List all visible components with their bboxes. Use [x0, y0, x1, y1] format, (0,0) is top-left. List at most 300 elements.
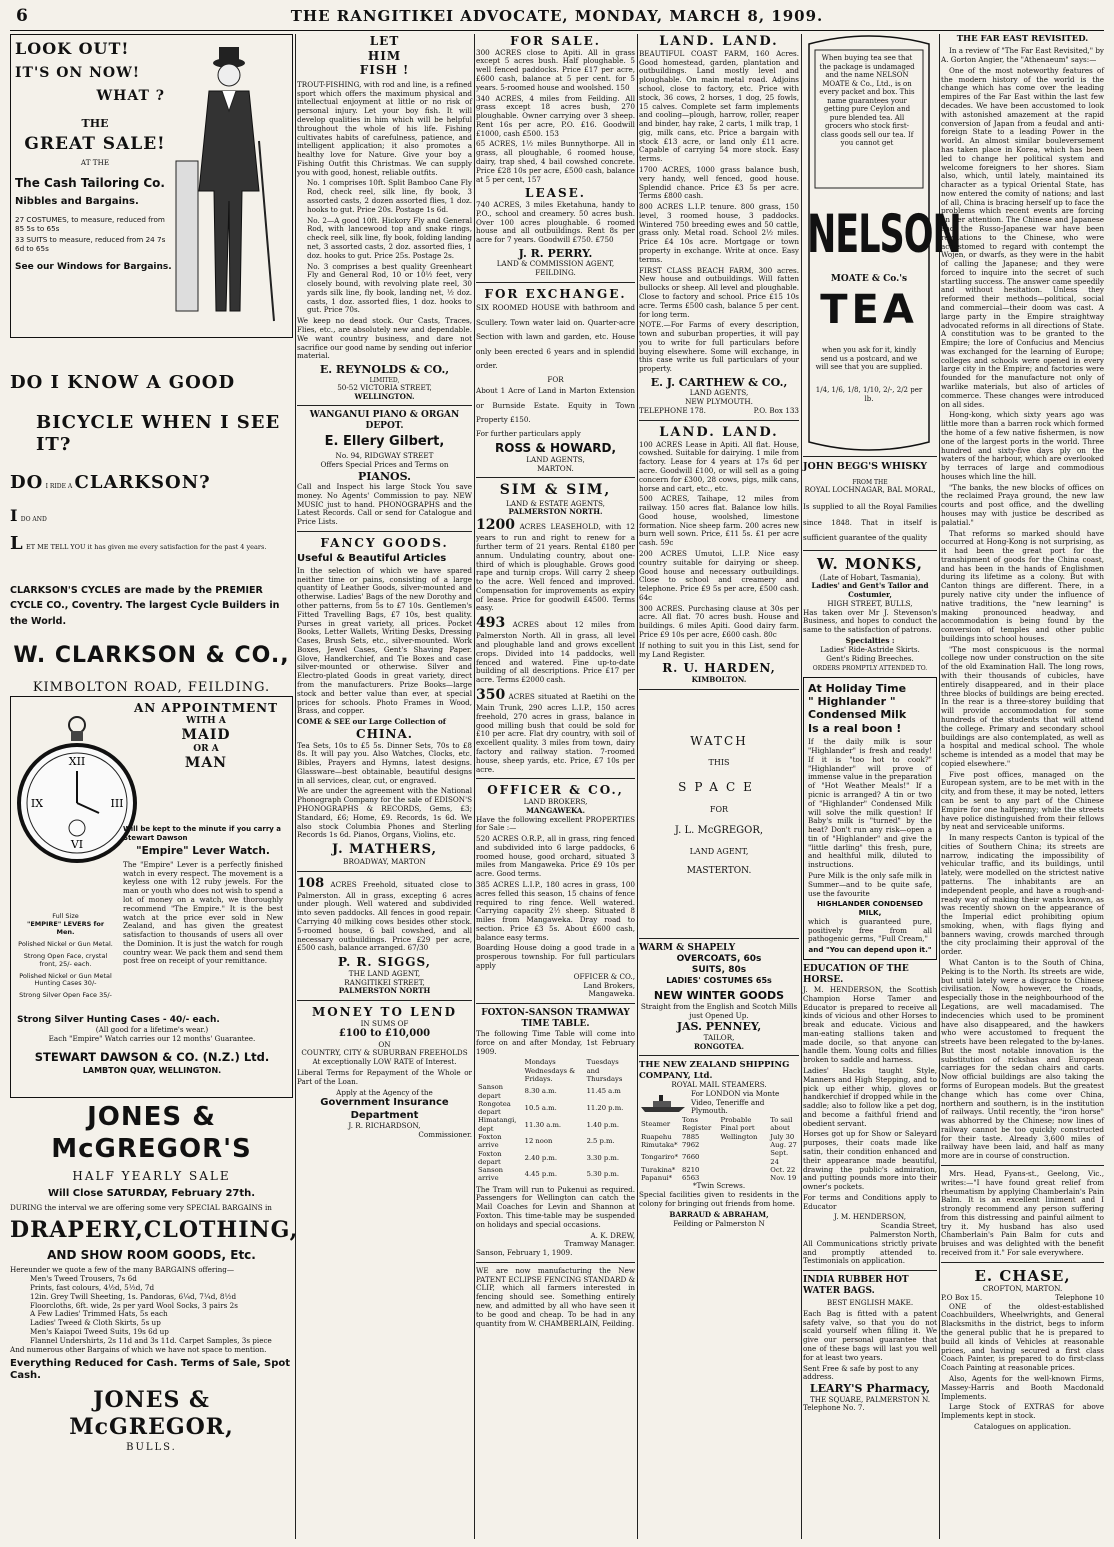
carthew-listing: BEAUTIFUL COAST FARM, 160 Acres. Good homestead, garden, plantation and outbuildings. Land mostly level and ploughable. On main metal road. Adjoins school, close to factory, etc. Price with stock, 36 cows, 2 horses, 1 dog, 25 fowls, 15 calves. Complete set farm implements and cooling—plough, harrow, roller, reaper and binder, hay rake, 2 carts, 1 milk trap, 1 gig, milk cans, etc. Price a bargain with stock £13 acre, or land only £11 acre. Capable of carrying 54 more stock. Easy terms.	[639, 48, 799, 164]
exchange-for: FOR	[547, 374, 564, 384]
stewart-dawson-ad	[10, 696, 293, 1098]
exchange-text: About 1 Acre of Land in Marton Extension or Burnside Estate. Equity in Town Property £150.	[476, 386, 635, 425]
tramway-heading: FOXTON-SANSON TRAMWAY TIME TABLE.	[481, 1008, 630, 1030]
steamer-icon	[639, 1093, 687, 1113]
table-cell: 5.30 p.m.	[586, 1170, 619, 1179]
clarkson-word: CLARKSON?	[74, 471, 211, 493]
officer-line-1: LAND BROKERS,	[523, 796, 588, 806]
harden-listing: 300 ACRES. Purchasing clause at 30s per acre. All flat. 70 acres bush. House and buildings. 6 miles Apiti. Good dairy farm. Price £9 10s per acre, £600 cash. 80c	[639, 603, 799, 639]
mathers-firm: J. MATHERS,	[331, 842, 438, 858]
table-cell: Papanui*	[641, 1174, 673, 1183]
fish-line: FISH !	[359, 63, 410, 78]
route-text: For LONDON via Monte Video, Teneriffe and Plymouth.	[691, 1088, 780, 1116]
begg-lochnagar: ROYAL LOCHNAGAR, BAL MORAL,	[804, 484, 936, 494]
chase-body: ONE of the oldest-established Coachbuilders, Wheelwrights, and General Blacksmiths in the district, begs to inform the general public that he is prepared to build all kinds of Vehicles at reasonable prices, and having secured a first class Coach Painter, is prepared to do first-class Coach Painting at reasonable prices.	[941, 1301, 1104, 1373]
ross-line-1: LAND AGENTS,	[526, 454, 585, 464]
for-exchange-heading: FOR EXCHANGE.	[484, 286, 627, 301]
pain-balm-testimonial: Mrs. Head, Fyans-st., Geelong, Vic., writes:—"I have found great relief from rheumatism by applying Chamberlain's Pain Balm. It is an excellent liniment and I strongly recommend any person suffering from this distressing and painful ailment to try it. My husband has also used Chamberlain's Pain Balm for cuts and bruises and was delighted with the benefit received from it." For sale everywhere.	[941, 1169, 1104, 1258]
table-row	[639, 1141, 799, 1149]
outfit-no-3: No. 3 comprises a best quality Greenheart Fly and General Rod, 10 or 10½ feet, very closely bound, with revolving plate reel, 30 yards silk line, fly book, landing net, ½ doz. casts, 1 doz. assorted flies, 1 doz. hooks to gut. Price 70s.	[307, 261, 472, 315]
table-cell: Himatangi, dept	[478, 1116, 517, 1133]
horse-sig-3: Palmerston North,	[869, 1230, 937, 1240]
reynolds-city: WELLINGTON.	[354, 391, 415, 401]
sim-listing-text: ACRES LEASEHOLD, with 12 years to run and right to renew for a further term of 21 years. Rental £180 per annum. Undulating country, about one-third of which is ploughable. Grows good rape and turnip crops. Will carry 2 sheep to the acre. Well fenced and improved. Compensation for improvements as expiry of lease. Price for goodwill £4500. Terms easy.	[476, 522, 635, 613]
divider	[803, 1270, 937, 1271]
divider	[639, 938, 799, 939]
monks-body: Has taken over Mr J. Stevenson's Business, and hopes to conduct the same to the satisfaction of patrons.	[803, 607, 937, 635]
fancy-goods-heading: FANCY GOODS.	[320, 536, 449, 551]
carthew-telephone: TELEPHONE 178.	[639, 405, 706, 415]
monks-tailor-ad	[803, 555, 937, 672]
divider	[476, 778, 635, 779]
column-3	[476, 34, 635, 1539]
far-east-paragraph: "The most conspicuous is the normal college now under construction on the site of the old Examination Hall. The long rows, with their thousands of cubicles, have entirely disappeared, and in their place three blocks of buildings are being erected. In the rear is a three-storey building that will provide accommodation for some hundreds of the students that will attend the college. Primary and secondary school buildings are also contemplated, as well as a hospital and medical school. The whole scheme is intended as a model that may be copied elsewhere."	[941, 644, 1104, 768]
for-sale-heading: FOR SALE.	[510, 34, 601, 48]
monks-orders: ORDERS PROMPTLY ATTENDED TO.	[812, 665, 928, 673]
divider	[297, 405, 472, 406]
harden-land-ad	[639, 425, 799, 685]
rubber-heading: INDIA RUBBER HOT WATER BAGS.	[803, 1275, 909, 1297]
money-amount: £100 to £10,000	[338, 1028, 431, 1040]
exchange-apply: For further particulars apply	[476, 428, 581, 438]
land-land-heading: LAND. LAND.	[659, 34, 779, 49]
column-rule	[801, 34, 802, 1539]
chase-po-box: P.O Box 15.	[941, 1292, 983, 1302]
useful-articles: Useful & Beautiful Articles	[297, 552, 447, 564]
divider	[476, 282, 635, 283]
rubber-body: Each Bag is fitted with a patent safety valve, so that you do not scald yourself when filling it. We give our personal guarantee that one of these bags will last you well for at least two years.	[803, 1308, 937, 1362]
tea-postcard: when you ask for it, kindly send us a postcard, and we will see that you are supplied.	[815, 346, 923, 372]
officer-sig-1: OFFICER & CO.,	[573, 971, 635, 981]
penney-town: RONGOTEA.	[693, 1041, 745, 1051]
harden-firm: R. U. HARDEN,	[662, 661, 776, 676]
table-cell: 4.45 p.m.	[524, 1170, 558, 1179]
clarkson-line-2: BICYCLE WHEN I SEE IT?	[36, 411, 281, 455]
sim-and-sim-ad	[476, 482, 635, 774]
far-east-heading: THE FAR EAST REVISITED.	[956, 34, 1089, 44]
table-cell: Turakina*	[641, 1165, 676, 1174]
highlander-head-4: Is a real boon !	[808, 721, 902, 735]
column-rule	[295, 34, 296, 1539]
money-line: Apply at the Agency of the	[336, 1087, 433, 1097]
great-sale-line: GREAT SALE!	[24, 134, 166, 155]
mcgregor-name: J. L. McGREGOR,	[674, 824, 764, 836]
land-land-heading: LAND. LAND.	[659, 424, 779, 440]
tea-notice: When buying tea see that the package is undamaged and the name NELSON MOATE & Co., Ltd., is on every packet and box. This name guarantees your getting pure Ceylon and pure blended tea. All grocers who stock first-class goods sell our tea. If you cannot get	[819, 54, 915, 148]
lifetime-line: (All good for a lifetime's wear.)	[95, 1024, 209, 1034]
highlander-milk-ad	[803, 677, 937, 960]
table-cell	[719, 1166, 769, 1174]
perry-line-2: FEILDING.	[535, 268, 576, 278]
highlander-head-1: At Holiday Time	[808, 681, 907, 695]
siggs-line-1: THE LAND AGENT,	[348, 968, 421, 978]
ross-line-2: MARTON.	[537, 463, 574, 473]
jones-signature: JONES & McGREGOR,	[69, 1386, 234, 1440]
svg-text:III: III	[110, 797, 124, 810]
silver-hunting-line: Strong Silver Hunting Cases - 40/- each.	[17, 1015, 220, 1025]
chase-body-2: Also, Agents for the well-known Firms, Massey-Harris and Booth Macdonald Implements.	[941, 1373, 1104, 1401]
with-a-line: WITH A	[186, 715, 226, 726]
horse-body: Horses got up for Show or Saleyard purposes, their coats made like satin, their condition enhanced and their appearance made beautiful, drawing the public's admiration, and putting pounds more into their owner's pockets.	[803, 1129, 937, 1192]
column-header: Steamer	[641, 1120, 671, 1129]
penney-firm: JAS. PENNEY,	[676, 1020, 762, 1034]
table-cell: 8.30 a.m.	[524, 1087, 557, 1096]
money-line: At exceptionally LOW RATE of Interest.	[312, 1057, 457, 1067]
officer-listing: Boarding House doing a good trade in a prosperous township. For full particulars apply	[476, 943, 635, 970]
table-row	[639, 1149, 799, 1166]
table-cell: Foxton arrive	[478, 1132, 502, 1150]
clarkson-cycles-ad	[10, 342, 293, 695]
will-close-line: Will Close SATURDAY, February 27th.	[47, 1188, 256, 1200]
far-east-paragraph: Hong-kong, which sixty years ago was little more than a barren rock which formed the home of a few native fishermen, is now one of the largest ports in the world. Three hundred and sixty-five days ply on the waters of the harbour, which are overlooked by terraces of large and commodious houses which line the hill.	[941, 410, 1104, 481]
divider	[639, 420, 799, 421]
table-cell: 12 noon	[524, 1137, 553, 1146]
highlander-brand: HIGHLANDER CONDENSED MILK,	[816, 899, 924, 918]
side-note-3: Polished Nickel or Gun Metal Hunting Cases 30/-	[19, 971, 112, 988]
perry-listing: 340 ACRES, 4 miles from Feilding. All grass except 18 acres bush, 270 ploughable. Owner carrying over 3 sheep. Rent 16s per acre, P.O. £16. Goodwill £1000, cash £500. 153	[476, 93, 635, 138]
siggs-body: ACRES Freehold, situated close to Palmerston. All in grass, excepting 6 acres under plough. Well watered and subdivided into seven paddocks. All fences in good repair. Carrying 40 milking cows besides other stock. 5-roomed house, 6 bail cowshed, and all necessary outbuildings. Price £29 per acre, £500 cash, balance arranged.	[297, 879, 472, 953]
table-row	[639, 1166, 799, 1174]
column-header: Tons Register	[682, 1116, 712, 1133]
masterton-town: MASTERTON.	[686, 866, 752, 877]
chase-heading: E. CHASE,	[974, 1266, 1071, 1285]
table-cell: Sanson depart	[478, 1083, 504, 1100]
outfit-no-1: No. 1 comprises 10ft. Split Bamboo Cane Fly Rod, check reel, silk line, fly book, 3 assorted casts, 2 dozen assorted flies, 1 doz. hooks to gut. Price 20s. Postage 1s 6d.	[307, 178, 472, 214]
half-yearly-sale: HALF YEARLY SALE	[72, 1169, 231, 1184]
masthead	[10, 4, 1104, 30]
perry-firm: J. R. PERRY.	[518, 246, 593, 260]
carthew-po-box: P.O. Box 133	[753, 405, 799, 415]
i-ride-word: I RIDE A	[45, 482, 73, 490]
clarkson-line-5	[10, 533, 293, 555]
twin-screws-note: *Twin Screws.	[692, 1181, 746, 1191]
far-east-paragraph: Five post offices, managed on the European system, are to be met with in the city, and from these, it may be noted, letters can be sent to any part of the Chinese Empire for one halfpenny; while the streets have police distinguished from their fellows by neat and serviceable uniforms.	[941, 769, 1104, 832]
come-see-line: COME & SEE our Large Collection of	[297, 717, 446, 727]
column-rule	[474, 34, 475, 1539]
page-number: 6	[16, 6, 28, 26]
money-to-lend-ad	[297, 1005, 472, 1139]
column-header: To sail about	[770, 1116, 793, 1133]
watch-description: The "Empire" Lever is a perfectly finished watch in every respect. The movement is a keyless one with 12 ruby jewels. For the man or youth who does not wish to spend a lot of money on a watch, we thoroughly recommend "The Empire." It is the best watch at the price ever sold in New Zealand, and has given the greatest satisfaction to thousands of users all over the Dominion. It is just the watch for rough country wear. We pack them and send them post free on receipt of your remittance.	[123, 859, 283, 966]
money-line: COUNTRY, CITY & SUBURBAN FREEHOLDS	[301, 1048, 468, 1058]
exchange-text: SIX ROOMED HOUSE with bathroom and Scullery. Town water laid on. Quarter-acre Section with lawn and garden, etc. House only been erected 6 years and in splendid order.	[476, 303, 635, 371]
sim-acreage: 1200	[476, 517, 515, 534]
sim-line-2: PALMERSTON NORTH.	[508, 507, 603, 517]
table-cell: 7885	[682, 1132, 700, 1141]
for-word: FOR	[709, 804, 729, 814]
clarkson-line-3	[10, 472, 293, 494]
siggs-ref: 67/30	[407, 943, 429, 953]
monks-line-2: Ladies' and Gent's Tailor and Costumier,	[811, 581, 929, 600]
firm-name: The Cash Tailoring Co.	[15, 175, 165, 190]
bargain-item: Ladies' Tweed & Cloth Skirts, 5s up	[30, 1318, 161, 1328]
horse-body: For terms and Conditions apply to Educator	[803, 1192, 937, 1211]
fishing-intro: TROUT-FISHING, with rod and line, is a refined sport which offers the maximum physical and intellectual enjoyment at little or no risk of personal injury. Let your boy fish. It will develop qualities in him which will be helpful throughout the whole of his life. Fishing cultivates habits of carefulness, patience, and intelligent application; it also promotes a healthy love for Nature. Give your boy a Fishing Outfit this Christmas. We can supply you with good, honest, reliable outfits.	[297, 79, 472, 177]
testimonial-text: ET ME TELL YOU it has given me every satisfaction for the past 4 years.	[25, 543, 267, 552]
shipping-route-row	[639, 1090, 799, 1116]
monks-line-3: HIGH STREET, BULLS,	[827, 598, 913, 608]
monks-line-4: Ladies' Ride-Astride Skirts.	[820, 644, 920, 654]
table-header-row	[639, 1116, 799, 1133]
carthew-listing: 800 ACRES L.I.P. tenure. 800 grass, 150 level, 3 roomed house, 3 paddocks. Wintered 750 breeding ewes and 50 cattle, grass only. Metal road. School 2½ miles. Price £4 10s acre. Mortgage or town property in exchange. Write at once. Easy terms.	[639, 202, 799, 264]
overcoats-line: OVERCOATS, 60s	[676, 953, 762, 964]
gilbert-offer: Offers Special Prices and Terms on	[320, 459, 449, 469]
column-6	[941, 34, 1104, 1539]
bargain-item: Flannel Undershirts, 2s 11d and 3s 11d. Carpet Samples, 3s piece	[30, 1335, 272, 1345]
carthew-listing: 1700 ACRES, 1000 grass balance bush, very handy, well fenced, good house. Splendid chance. Price £3 5s per acre. Terms £800 cash.	[639, 165, 799, 201]
perry-listing: 65 ACRES, 1½ miles Bunnythorpe. All in grass, all ploughable, 6 roomed house, dairy, trap shed, 4 bail cowshed concrete. Price £28 10s per acre, £500 cash, balance at 5 per cent, 157	[476, 139, 635, 184]
officer-intro: Have the following excellent PROPERTIES for Sale :—	[476, 814, 635, 833]
space-word: SPACE	[678, 780, 760, 795]
stewart-firm: STEWART DAWSON & CO. (N.Z.) Ltd.	[34, 1049, 270, 1064]
horse-sig-2: Scandia Street,	[880, 1221, 937, 1231]
divider	[476, 477, 635, 478]
shipping-agent-town: Feilding or Palmerston N	[673, 1218, 765, 1228]
mathers-address: BROADWAY, MARTON	[343, 857, 426, 866]
harden-listing: 500 ACRES, Taihape, 12 miles from railway. 150 acres flat. Balance low hills. Good house, woolshed, limestone formation. Nice sheep farm. 200 acres new burn well sown. Price, £11 5s. £1 per acre cash. 59c	[639, 494, 799, 548]
table-cell	[719, 1149, 769, 1166]
reynolds-firm: E. REYNOLDS & CO.,	[319, 363, 450, 377]
table-cell	[719, 1141, 769, 1149]
mathers-body: In the selection of which we have spared neither time or pains, consisting of a large quantity of Leather Goods, silver-mounted and otherwise. Ladies' Bags of the new Dorothy and other patterns, from 5s to £7 10s. Gentlemen's Fitted Travelling Bags, £7 10s, best quality. Purses in great variety, all prices. Pocket Books, Letter Wallets, Writing Desks, Dressing Cases, Brush Sets, etc., silver-mounted. Work Boxes, Jewel Cases, Gent's Shaving Paper. Glove, Handkerchief, and Tie Boxes and case silver-mounted or otherwise. Silver and Electro-plated Goods in great variety, direct from the manufacturers. Prize Books—large stock and better value than ever, at special prices for schools. Photo Frames in Wood, Brass, and copper.	[297, 565, 472, 716]
table-cell: Wellington	[720, 1132, 758, 1141]
chamberlain-fencing-ad	[476, 1267, 635, 1328]
tramway-note: The Tram will run to Pukenui as required. Passengers for Wellington can catch the Mail Coaches for Levin and Shannon at Foxton. This time-table may be suspended on holidays and special occasions.	[476, 1184, 635, 1229]
straight-from-line: Straight from the English and Scotch Mills just Opened Up.	[640, 1001, 798, 1020]
rubber-post: Sent Free & safe by post to any address.	[803, 1363, 919, 1382]
clarkson-line-4	[10, 506, 293, 526]
gilbert-heading: WANGANUI PIANO & ORGAN DEPOT.	[309, 410, 460, 432]
masthead-rule	[10, 30, 1104, 31]
divider	[297, 1000, 472, 1001]
table-cell: 11.20 p.m.	[586, 1103, 624, 1112]
man-line: MAN	[184, 754, 228, 771]
far-east-paragraph: In many respects Canton is typical of the cities of Southern China; its streets are narrow, indicating the impossibility of vehicular traffic, and its buildings, until lately, were modelled on the strictest native patterns. The inhabitants are an independent people, and have a rough-and-ready way of making their wants known, as was recently shown on the appearance of the Imperial edict prohibiting opium smoking, when, with flags flying and banners waving, crowds marched through the city proclaiming their approval of the order.	[941, 833, 1104, 957]
highlander-tail: which is guaranteed pure, positively free from all pathogenic germs, "Full Cream,"	[808, 916, 932, 944]
table-row	[476, 1133, 635, 1150]
full-size-label: Full Size	[52, 912, 79, 920]
highlander-head-2: " Highlander "	[808, 695, 896, 709]
officer-heading: OFFICER & CO.,	[487, 783, 624, 798]
monks-heading: W. MONKS,	[817, 555, 923, 574]
table-cell: 11.45 a.m	[586, 1087, 621, 1096]
officer-line-2: MANGAWEKA.	[525, 805, 586, 815]
chase-line-1: CROFTON, MARTON.	[982, 1284, 1063, 1294]
facilities-note: Special facilities given to residents in the colony for bringing out friends from home.	[639, 1190, 799, 1208]
gilbert-address: No. 94, RIDGWAY STREET	[335, 451, 434, 461]
divider	[639, 1055, 799, 1056]
him-line: HIM	[367, 48, 402, 63]
divider	[476, 1003, 635, 1004]
money-line: ON	[378, 1039, 391, 1049]
mathers-phonograph-body: We are under the agreement with the National Phonograph Company for the sale of EDISON'S PHONOGRAPHS & RECORDS, Gems, £3; Standard, £6; Home, £9. Records, 1s 6d. We also stock Columbia Phones and Sterling Records 1s 6d. Pianos, Organs, Violins, etc.	[297, 786, 472, 840]
monks-line-1: (Late of Hobart, Tasmania),	[819, 572, 921, 582]
guarantee-line: Each "Empire" Watch carries our 12 months' Guarantee.	[48, 1033, 256, 1043]
gentleman-illustration	[174, 41, 284, 331]
clarkson-line-1: DO I KNOW A GOOD	[10, 372, 236, 393]
reynolds-limited: LIMITED,	[369, 376, 400, 384]
carthew-line-1: LAND AGENTS,	[689, 388, 749, 398]
column-5	[803, 34, 961, 1539]
begg-body: Is supplied to all the Royal Families since 1848. That in itself is sufficient guarantee of the quality	[803, 501, 937, 543]
column-4	[639, 34, 799, 1539]
far-east-paragraph: "The banks, the new blocks of offices on the reclaimed Praya ground, the new law courts and post office, and the dwelling houses may with justice be described as palatial."	[941, 482, 1104, 527]
horse-body: Ladies' Hacks taught Style, Manners and High Stepping, and to pick up either whip, gloves or handkerchief if dropped while in the saddle; also to follow like a pet dog, and become a faithful friend and obedient servant.	[803, 1065, 937, 1128]
stewart-address: LAMBTON QUAY, WELLINGTON.	[82, 1065, 222, 1075]
officer-ad	[476, 783, 635, 999]
table-row	[476, 1150, 635, 1167]
table-cell: July 30	[770, 1132, 795, 1141]
empire-levers-label: "EMPIRE" LEVERS for Men.	[26, 919, 105, 936]
clothing-word: CLOTHING,	[143, 1217, 299, 1244]
column-2	[297, 34, 472, 1539]
harden-town: KIMBOLTON.	[691, 674, 747, 684]
divider	[803, 456, 937, 457]
bargain-item: A Few Ladies' Trimmed Hats, 5s each	[30, 1309, 168, 1319]
siggs-acreage: 108	[297, 875, 325, 891]
lease-heading: LEASE.	[525, 186, 586, 201]
highlander-body-2: Pure Milk is the only safe milk in Summer—and to be quite safe, use the favourite	[808, 870, 932, 898]
jones-title: JONES & McGREGOR'S	[51, 1102, 252, 1164]
svg-text:VI: VI	[70, 838, 84, 851]
horse-sig-1: J. M. HENDERSON,	[834, 1212, 906, 1222]
tramway-timetable-ad	[476, 1008, 635, 1258]
far-east-paragraph: In a review of "The Far East Revisited," by A. Gorton Angier, the "Athenaeum" says:—	[941, 46, 1104, 65]
gilbert-name: E. Ellery Gilbert,	[324, 434, 445, 450]
tramway-sig-3: Sanson, February 1, 1909.	[476, 1248, 573, 1258]
gilbert-body: Call and Inspect his large Stock You save money. No Agents' Commission to pay. NEW MUSIC just to hand. PHONOGRAPHS and the Latest Records. Call or send for Catalogue and Price Lists.	[297, 482, 472, 527]
column-header: Mondays Wednesdays & Fridays.	[524, 1058, 576, 1083]
reynolds-address: 50-52 VICTORIA STREET,	[337, 382, 432, 392]
chamberlain-body: WE are now manufacturing the New PATENT ECLIPSE FENCING STANDARD & CLIP, which all farmers interested in fencing should see. Something entirely new, and admitted by all who have seen it to be good and cheap. To be had in any quantity from W. CHAMBERLAIN, Feilding.	[476, 1265, 635, 1328]
kept-line: Will be kept to the minute if you carry a Stewart Dawson	[123, 825, 282, 842]
costumes-line: LADIES' COSTUMES 65s	[666, 975, 772, 985]
table-cell: Sept. 24	[770, 1149, 789, 1166]
clarkson-firm: W. CLARKSON & CO.,	[13, 642, 290, 668]
mathers-fancy-goods-ad	[297, 536, 472, 867]
nelson-brand: NELSON	[807, 205, 961, 266]
lease-listing: 740 ACRES, 3 miles Eketahuna, handy to P.O., school and creamery. 50 acres bush. Over 100 acres ploughable. 6 roomed house and all outbuildings. Rent 8s per acre for 7 years. Goodwill £750. £750	[476, 199, 635, 245]
highlander-body: If the daily milk is sour "Highlander" is fresh and ready! If it is "too hot to cook?" "Highlander" will prove of immense value in the preparation of "Hot Weather Meals!" If a picnic is arranged? A tin or two of "Highlander" Condensed Milk will solve the milk question! If Baby's milk is "turned" by the heat? Don't run any risk—open a tin of "Highlander" and give the "little darling" this fresh, pure, and healthful milk, diluted to instructions.	[808, 737, 932, 870]
table-cell: Foxton depart	[478, 1149, 502, 1166]
table-cell: Oct. 22	[770, 1165, 796, 1174]
bargain-item: Prints, fast colours, 4½d, 5½d, 7d	[30, 1283, 155, 1293]
table-cell: 8210	[682, 1165, 700, 1174]
sim-acreage: 493	[476, 615, 506, 632]
divider	[941, 1262, 1104, 1263]
harden-listing: 200 ACRES Umutoi, L.I.P. Nice easy country suitable for dairying or sheep. Good house and necessary outbuildings. Close to school and creamery and telephone. Price £9 5s per acre, £500 cash. 64c	[639, 548, 799, 602]
offer-1: 27 COSTUMES, to measure, reduced from 85 5s to 65s	[15, 215, 165, 234]
sim-acreage: 350	[476, 686, 506, 703]
horse-heading: EDUCATION OF THE HORSE.	[803, 964, 909, 985]
svg-text:XII: XII	[68, 755, 86, 768]
divider	[639, 689, 799, 690]
jones-mcgregor-ad	[10, 1102, 299, 1542]
horse-tail: All Communications strictly private and promptly attended to. Testimonials on application.	[803, 1238, 937, 1266]
horse-education-ad	[803, 964, 937, 1266]
perry-line-1: LAND & COMMISSION AGENT,	[496, 259, 615, 269]
drapery-clothing-line	[10, 1217, 299, 1244]
mathers-china-body: Tea Sets, 10s to £5 5s. Dinner Sets, 70s to £8 8s. It will pay you. Also Watches, Clocks, etc. Bibles, Prayers and Hymns, latest designs. Glassware—best obtainable, beautiful designs in all services, clear, cut, or engraved.	[297, 740, 472, 785]
bargain-item: Men's Tweed Trousers, 7s 6d	[30, 1274, 137, 1284]
table-cell: 11.30 a.m.	[524, 1120, 562, 1129]
warm-shapely: WARM & SHAPELY	[639, 942, 736, 953]
table-cell: 1.40 p.m.	[586, 1120, 619, 1129]
bulls-town: BULLS.	[126, 1442, 177, 1454]
look-out-line: LOOK OUT!	[15, 39, 130, 58]
siggs-firm: P. R. SIGGS,	[338, 955, 431, 970]
officer-sig-3: Mangaweka.	[588, 989, 635, 999]
pianos-word: PIANOS.	[358, 469, 411, 483]
watch-this-space-ad	[639, 694, 799, 934]
tea-prices: 1/4, 1/6, 1/8, 1/10, 2/-, 2/2 per lb.	[815, 386, 923, 403]
table-cell: 3.30 p.m.	[586, 1153, 619, 1162]
table-row	[476, 1083, 635, 1100]
royal-mail-line: ROYAL MAIL STEAMERS.	[671, 1080, 767, 1090]
table-cell: 6563	[682, 1174, 700, 1183]
bargains-lead: Hereunder we quote a few of the many BARGAINS offering—	[10, 1265, 235, 1275]
table-cell: Rongotea depart	[478, 1099, 511, 1117]
penney-trade: TAILOR,	[703, 1032, 735, 1042]
leary-address: THE SQUARE, PALMERSTON N.	[809, 1394, 931, 1404]
clarkson-body: CLARKSON'S CYCLES are made by the PREMIER CYCLE CO., Coventry. The largest Cycle Builders in the World.	[10, 585, 280, 627]
bargain-item: Men's Kaiapoi Tweed Suits, 19s 6d up	[30, 1326, 169, 1336]
money-line: Liberal Terms for Repayment of the Whole or Part of the Loan.	[297, 1068, 472, 1086]
side-note-2: Strong Open Face, crystal front, 25/- each.	[23, 951, 108, 968]
table-header-row	[476, 1058, 635, 1083]
let-line: LET	[369, 34, 400, 48]
watch-word: WATCH	[690, 733, 748, 748]
monks-line-5: Gent's Riding Breeches.	[826, 653, 914, 663]
moate-line: MOATE & Co.'s	[830, 274, 908, 284]
table-cell: Ruapehu	[641, 1132, 672, 1141]
terms-line: Everything Reduced for Cash. Terms of Sale, Spot Cash.	[10, 1358, 291, 1382]
side-note-4: Strong Silver Open Face 35/-	[19, 991, 112, 1000]
land-agent-title: LAND AGENT,	[689, 846, 749, 856]
fishing-tail: We keep no dead stock. Our Casts, Traces, Flies, etc., are absolutely new and dependable. We want country business, and dare not sacrifice our good name by sending out inferior material.	[297, 316, 472, 361]
perry-listing: 300 ACRES close to Apiti. All in grass except 5 acres bush. Half ploughable. 5 well fenced paddocks. Price £17 per acre, £600 cash, balance at 5 per cent. for 5 years. 5-roomed house and woolshed. 150	[476, 47, 635, 92]
far-east-paragraph: One of the most noteworthy features of the modern history of the world is the change which has come over the leading empires of the Far East within the last few decades. We have been accustomed to look with astonished amazement at the rapid conversion of Japan from a feudal and anti-foreign State to a leading Power in the world. An almost similar bouleversement has taken place in Korea, which has been led to change her political system and welcome foreigners to her shores. Siam also, which, until lately, maintained its character as a typical Oriental State, has now entered the comity of nations; and last of all, China is bracing herself up to face the problems which recent events are forcing on her attention. The Chinese and Japanese and the Russo-Japanese war have been revelations to the Chinese, who were accustomed to regard with contempt the Wojen, or dwarfs, as they were in the habit of calling the Japanese; and they were forced to inquire into the secret of such startling success. The answer came speedily and without hesitation. Unless they reformed their methods—political, social and commercial—their doom was cast. A large party in the Empire straightway advocated reforms in all directions of State. A constitution was to be granted to the Empire; the lore of Confucius and Mencius was exchanged for the learning of Europe; colleges and schools were opened in every large city in the Empire; and factories were founded for the manufacture not only of warlike materials, but also of articles of commerce. These changes were introduced on all sides.	[941, 65, 1104, 409]
bargain-item: 12in. Grey Twill Sheeting, 1s. Pandoras, 6¼d, 7¼d, 8½d	[30, 1291, 237, 1301]
far-east-paragraph: What Canton is to the South of China, Peking is to the North. Its streets are wide, but until lately were a disgrace to Chinese civilisation. Now, however, the roads, especially those in the neighbourhood of the Legations, are well macadamised. The indecencies which used to be prominent have also disappeared, and the hawkers who were accustomed to frequent the streets have been relegated to the by-lanes. But the most notable innovation is the substitution of rickshas and European carriages for the sedan chairs and carts. Now official buildings are also taking the forms of European models. But the greatest change which has come over China, northern and southern, is in the institution of railways. Until recently, the "iron horse" was abhorred by the Chinese; now lines of railway cannot be too quickly constructed for their taste. Already 3,600 miles of railway have been laid, and half as many more are in course of construction.	[941, 958, 1104, 1161]
table-cell: Aug. 27	[770, 1141, 797, 1150]
offer-2: 33 SUITS to measure, reduced from 24 7s 6d to 65s	[15, 234, 166, 253]
chase-telephone: Telephone 10	[1055, 1292, 1104, 1302]
column-header: Tuesdays and Thursdays	[586, 1058, 623, 1083]
fishing-ad	[297, 34, 472, 401]
leary-pharmacy: LEARY'S Pharmacy,	[809, 1382, 931, 1396]
show-room-line: AND SHOW ROOM GOODS, Etc.	[47, 1247, 256, 1262]
this-word: THIS	[708, 758, 730, 768]
outfit-no-2: No. 2—A good 10ft. Hickory Fly and General Rod, with lancewood top and snake rings, check reel, silk line, fly book, folding landing net, 3 assorted casts, 2 doz. assorted flies, 1 doz. hooks to gut. Price 25s. Postage 2s.	[307, 215, 472, 260]
table-cell: 10.5 a.m.	[524, 1103, 557, 1112]
officer-sig-2: Land Brokers,	[583, 980, 635, 990]
sailings-table	[639, 1116, 799, 1182]
money-heading: MONEY TO LEND	[311, 1005, 458, 1020]
column-1	[10, 34, 299, 1539]
on-now-line: IT'S ON NOW!	[15, 64, 140, 81]
winter-goods-line: NEW WINTER GOODS	[653, 989, 785, 1003]
carthew-note: NOTE.—For Farms of every description, town and suburban properties, it will pay you to write for full particulars before buying elsewhere. Some will exchange, in this case write us full particulars of your property.	[639, 320, 799, 374]
bargain-list	[10, 1275, 293, 1345]
exchange-ad	[476, 287, 635, 474]
divider	[297, 531, 472, 532]
appointment-line: AN APPOINTMENT	[133, 701, 279, 715]
divider	[297, 871, 472, 872]
masthead-title: THE RANGITIKEI ADVOCATE, MONDAY, MARCH 8, 1909.	[290, 7, 824, 25]
bargain-item: Floorcloths, 6ft. wide, 2s per yard Wool Socks, 3 pairs 2s	[30, 1300, 238, 1310]
table-cell: Nov. 19	[770, 1174, 797, 1183]
